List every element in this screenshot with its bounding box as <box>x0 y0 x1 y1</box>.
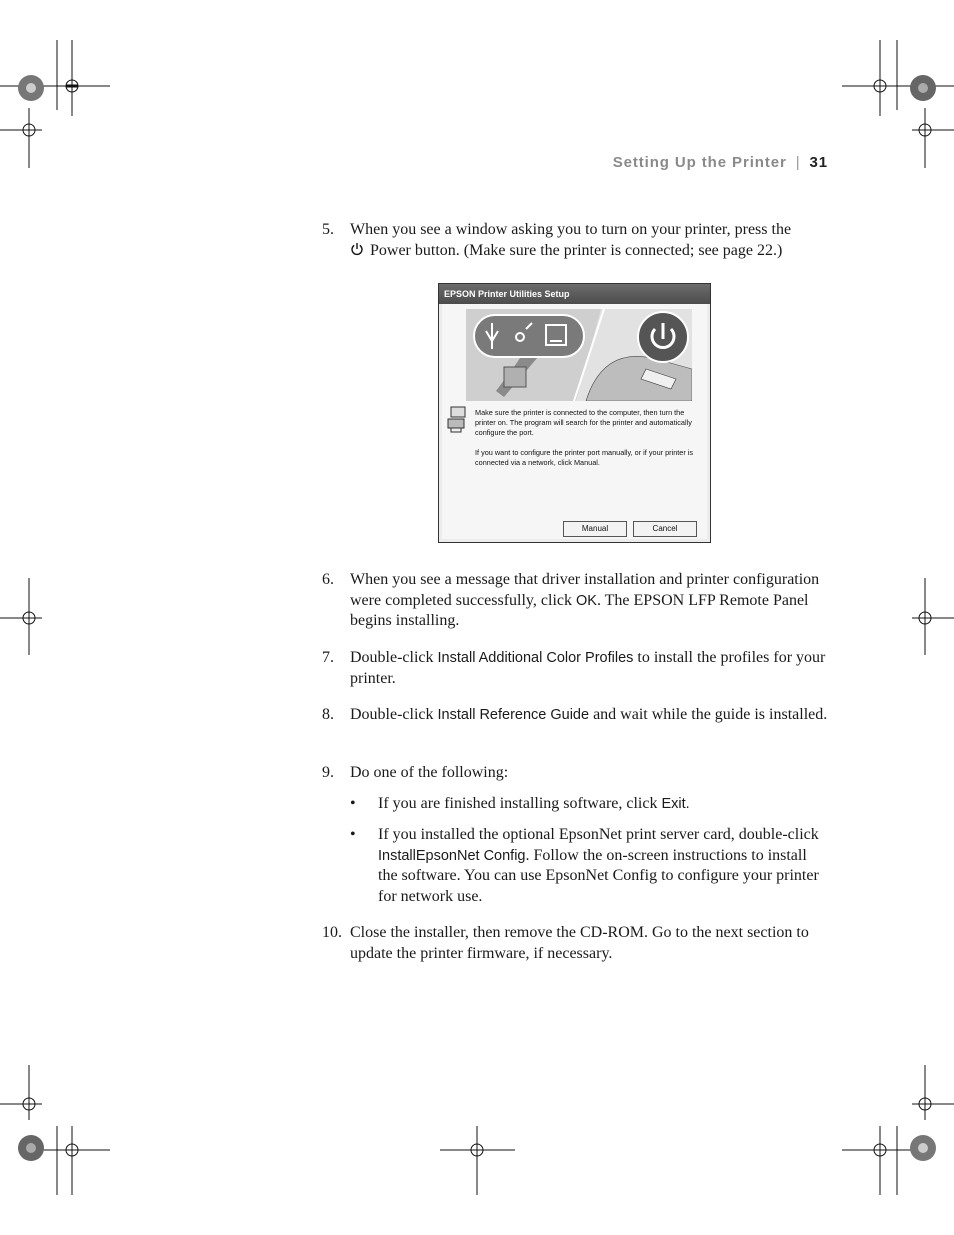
step-number: 6. <box>322 571 334 588</box>
setup-dialog <box>438 283 711 543</box>
bullet-text: If you installed the optional EpsonNet print server card, double-click InstallEpsonNet Config. Follow the on-screen instructions to install the software. You can use EpsonNet Config to configure your printer for network use. <box>378 826 819 905</box>
printer-connection-illustration <box>466 309 692 401</box>
page-number: 31 <box>809 154 828 171</box>
step-number: 10. <box>322 924 342 941</box>
dialog-content <box>442 304 707 539</box>
ui-term: Exit. <box>661 796 690 812</box>
header-separator: | <box>795 154 801 171</box>
manual-button[interactable]: Manual <box>563 521 627 537</box>
step-text: Do one of the following: <box>350 764 509 781</box>
ui-term: Install Reference Guide <box>437 707 590 723</box>
ui-term: OK <box>575 592 597 609</box>
power-icon <box>350 242 364 256</box>
bullet-text: If you are finished installing software, click Exit. <box>378 795 690 812</box>
header-title: Setting Up the Printer <box>612 154 787 171</box>
step-6 <box>322 570 832 632</box>
dialog-title: EPSON Printer Utilities Setup <box>439 284 710 304</box>
step-number: 5. <box>322 221 334 238</box>
step-text-line: When you see a window asking you to turn on your printer, press the <box>350 221 792 238</box>
ui-term: InstallEpsonNet Config <box>378 847 526 864</box>
step-text: Close the installer, then remove the CD-ROM. Go to the next section to update the printer firmware, if necessary. <box>350 924 809 962</box>
step-text: When you see a message that driver installation and printer configuration were completed successfully, click OK. The EPSON LFP Remote Panel begins installing. <box>350 571 820 629</box>
step-8 <box>322 705 832 726</box>
step-number: 8. <box>322 706 334 723</box>
cancel-button[interactable]: Cancel <box>633 521 697 537</box>
step-text-line: Power button. (Make sure the printer is connected; see page 22.) <box>370 241 783 259</box>
step-text: Double-click Install Reference Guide and wait while the guide is installed. <box>350 706 828 723</box>
dialog-message: If you want to configure the printer port manually, or if your printer is connected via a network, click Manual. <box>475 448 694 467</box>
bullet-symbol: • <box>350 826 356 843</box>
bullet-item <box>350 825 830 907</box>
computer-printer-icon <box>446 405 470 433</box>
dialog-message: Make sure the printer is connected to the computer, then turn the printer on. The program will search for the printer and automatically configure the port. <box>475 408 692 437</box>
step-text: Double-click Install Additional Color Profiles to install the profiles for your printer. <box>350 649 826 687</box>
step-number: 9. <box>322 764 334 781</box>
running-header <box>480 154 828 171</box>
step-7 <box>322 648 832 689</box>
bullet-item <box>350 794 830 815</box>
bullet-symbol: • <box>350 795 356 812</box>
ui-term: Install Additional Color Profiles <box>437 650 634 666</box>
step-text <box>350 220 832 261</box>
step-number: 7. <box>322 649 334 666</box>
step-5 <box>322 220 832 261</box>
step-10 <box>322 923 832 964</box>
step-9 <box>322 763 832 784</box>
